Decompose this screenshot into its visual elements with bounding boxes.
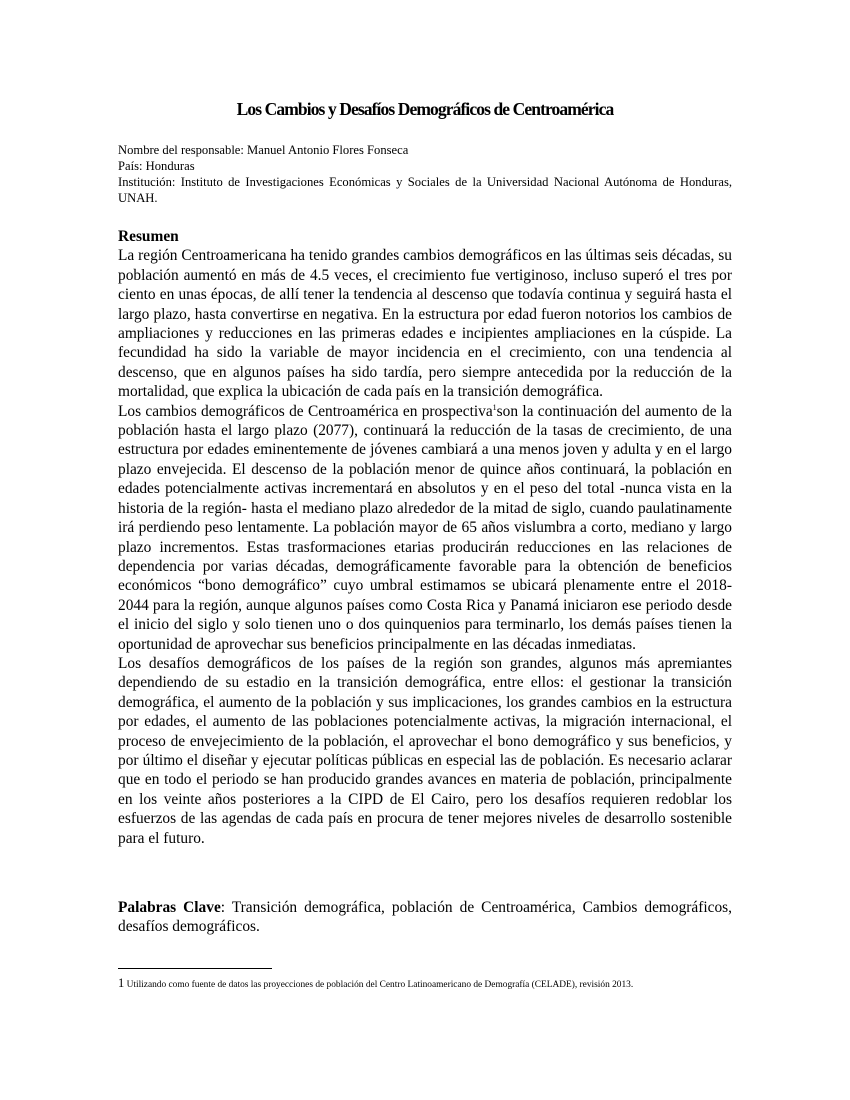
author-info <box>118 142 732 206</box>
footnote-reference[interactable]: 1 <box>492 402 497 412</box>
country-line: País: Honduras <box>118 159 195 173</box>
abstract-paragraph-1: La región Centroamericana ha tenido grandes cambios demográficos en las últimas seis décadas, su población aumentó en más de 4.5 veces, el crecimiento fue vertiginoso, incluso superó el tres por ciento en unas épocas, de allí tener la tendencia al descenso que todavía continua y seguirá hasta el largo plazo, hasta convertirse en negativa. En la estructura por edad fueron notorios los cambios de ampliaciones y reducciones en las primeras edades e incipientes ampliaciones en la cúspide. La fecundidad ha sido la variable de mayor incidencia en el crecimiento, con una tendencia al descenso, que en algunos países ha sido tardía, pero siempre antecedida por la reducción de la mortalidad, que explica la ubicación de cada país en la transición demográfica. <box>118 247 732 401</box>
abstract-paragraph-2-rest: son la continuación del aumento de la población hasta el largo plazo (2077), continuará la reducción de la tasas de crecimiento, de una estructura por edades eminentemente de jóvenes cambiará a una menos joven y adulta y en el largo plazo envejecida. El descenso de la población menor de quince años continuará, la población en edades potencialmente activas incrementará en absolutos y en el peso del total -nunca vista en la historia de la región- hasta el mediano plazo alrededor de la mitad de siglo, cuando paulatinamente irá perdiendo peso lentamente. La población mayor de 65 años vislumbra a corto, mediano y largo plazo incrementos. Estas trasformaciones etarias producirán reducciones en las relaciones de dependencia por varias décadas, demográficamente favorable para la obtención de beneficios económicos “bono demográfico” cuyo umbral estimamos se ubicará plenamente entre el 2018-2044 para la región, aunque algunos países como Costa Rica y Panamá iniciaron ese periodo desde el inicio del siglo y solo tienen uno o dos quinquenios para terminarlo, los demás países tienen la oportunidad de aprovechar sus beneficios principalmente en las décadas inmediatas. <box>118 402 732 653</box>
keywords <box>118 898 732 937</box>
paper-title: Los Cambios y Desafíos Demográficos de Centroamérica <box>236 99 614 119</box>
footnote-text: Utilizando como fuente de datos las proyecciones de población del Centro Latinoamericano de Demografía (CELADE), revisión 2013. <box>124 980 634 990</box>
abstract-paragraph-2-start: Los cambios demográficos de Centroamérica en prospectiva <box>118 402 493 420</box>
footnote <box>118 976 758 992</box>
abstract-paragraph-3: Los desafíos demográficos de los países de la región son grandes, algunos más apremiantes dependiendo de su estadio en la transición demográfica, entre ellos: el gestionar la transición demográfica, el aumento de la población y sus implicaciones, los grandes cambios en la estructura por edades, el aumento de las poblaciones potencialmente activas, la migración internacional, el proceso de envejecimiento de la población, el aprovechar el bono demográfico y sus beneficios, y por último el diseñar y ejecutar políticas públicas en especial las de población. Es necesario aclarar que en todo el periodo se han producido grandes avances en materia de población, principalmente en los veinte años posteriores a la CIPD de El Cairo, pero los desafíos requieren redoblar los esfuerzos de las agendas de cada país en procura de tener mejores niveles de desarrollo sostenible para el futuro. <box>118 654 732 847</box>
footnote-divider <box>118 968 272 969</box>
institution-line: Institución: Instituto de Investigaciones Económicas y Sociales de la Universidad Nacional Autónoma de Honduras, UNAH. <box>118 175 732 205</box>
keywords-label: Palabras Clave <box>118 899 221 916</box>
footnote-number: 1 <box>118 976 125 990</box>
keywords-text: : Transición demográfica, población de Centroamérica, Cambios demográficos, desafíos demográficos. <box>118 899 732 936</box>
responsable-line: Nombre del responsable: Manuel Antonio Flores Fonseca <box>118 143 409 157</box>
abstract-section <box>118 227 732 848</box>
abstract-heading: Resumen <box>118 228 179 245</box>
abstract-paragraph-2 <box>118 402 732 654</box>
